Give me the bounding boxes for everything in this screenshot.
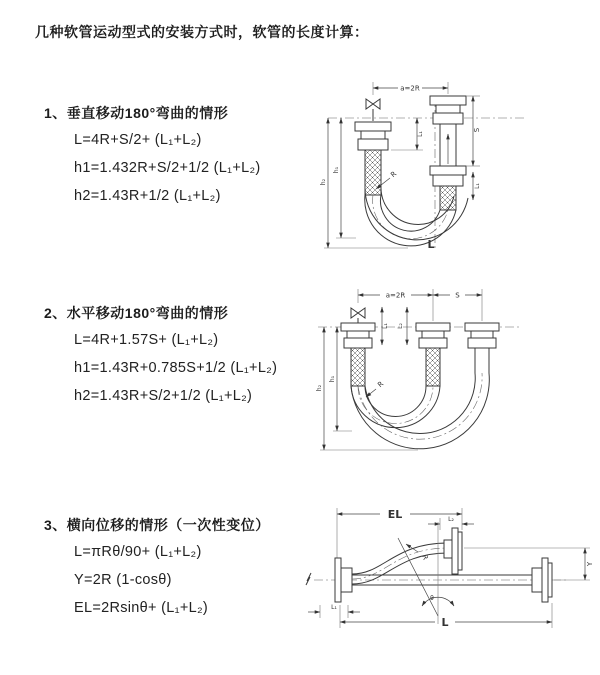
- valve-icon: [366, 99, 380, 121]
- section-1-formula-h1: h1=1.432R+S/2+1/2 (L₁+L₂): [74, 160, 261, 176]
- section-3-formula-EL: EL=2Rsinθ+ (L₁+L₂): [74, 600, 209, 616]
- u-bend-hose: [351, 373, 489, 449]
- dim-label-l: L: [427, 238, 435, 251]
- dim-label-l2: L₂: [448, 516, 454, 523]
- valve-icon: [351, 308, 365, 323]
- dim-label-s: S: [455, 291, 460, 300]
- dim-label-span: a=2R: [400, 84, 420, 93]
- diagram-lateral-displacement: [300, 500, 600, 645]
- section-2-formula-h1: h1=1.43R+0.785S+1/2 (L₁+L₂): [74, 360, 278, 376]
- dim-label-s: S: [473, 127, 481, 133]
- dim-label-h1: h₁: [329, 375, 336, 383]
- dim-label-l: L: [441, 616, 449, 629]
- braided-hose-section: [426, 348, 440, 386]
- left-flange: [335, 558, 352, 602]
- dim-label-l2: L₂: [397, 323, 404, 329]
- centerline-break-mark: [306, 573, 311, 585]
- middle-pipe-assembly: [416, 323, 450, 386]
- section-3-heading: 3、横向位移的情形（一次性变位）: [44, 517, 270, 533]
- dim-label-r: R: [376, 379, 386, 390]
- section-2-formula-h2: h2=1.43R+S/2+1/2 (L₁+L₂): [74, 388, 253, 404]
- dim-label-h2: h₂: [316, 384, 323, 392]
- dim-label-span: a=2R: [385, 291, 406, 300]
- section-2-heading: 2、水平移动180°弯曲的情形: [44, 305, 229, 321]
- section-1-formula-L: L=4R+S/2+ (L₁+L₂): [74, 132, 202, 148]
- section-3-formula-Y: Y=2R (1-cosθ): [74, 572, 172, 588]
- diagram-vertical-180-bend: [310, 70, 600, 255]
- right-flange: [532, 558, 552, 602]
- angle-construction: [398, 522, 454, 624]
- dim-label-l1-right: L₁: [474, 183, 481, 189]
- dim-label-el: EL: [387, 508, 403, 521]
- section-1-formula-h2: h2=1.43R+1/2 (L₁+L₂): [74, 188, 221, 204]
- dim-label-r: R: [420, 553, 430, 561]
- dim-label-theta: θ: [430, 595, 434, 602]
- dim-label-l1-left: L₁: [417, 131, 424, 137]
- dim-label-h1: h₁: [333, 166, 340, 174]
- dim-label-r: R: [389, 169, 399, 180]
- braided-hose-section: [351, 348, 365, 386]
- section-3-formula-L: L=πRθ/90+ (L₁+L₂): [74, 544, 202, 560]
- dim-label-l1: L₁: [331, 604, 337, 611]
- section-1-heading: 1、垂直移动180°弯曲的情形: [44, 105, 229, 121]
- left-pipe-assembly: [355, 122, 391, 195]
- left-pipe-assembly: [341, 323, 375, 386]
- dim-label-y: Y: [586, 561, 594, 567]
- page-title: 几种软管运动型式的安装方式时，软管的长度计算：: [35, 24, 369, 40]
- right-pipe-assembly: [465, 323, 499, 373]
- section-2-formula-L: L=4R+1.57S+ (L₁+L₂): [74, 332, 219, 348]
- dim-label-l1: L₁: [382, 323, 389, 329]
- dim-label-h2: h₂: [320, 178, 327, 186]
- right-pipe-assembly: [430, 96, 466, 210]
- diagram-horizontal-180-bend: [310, 283, 600, 473]
- braided-hose-section: [365, 150, 381, 195]
